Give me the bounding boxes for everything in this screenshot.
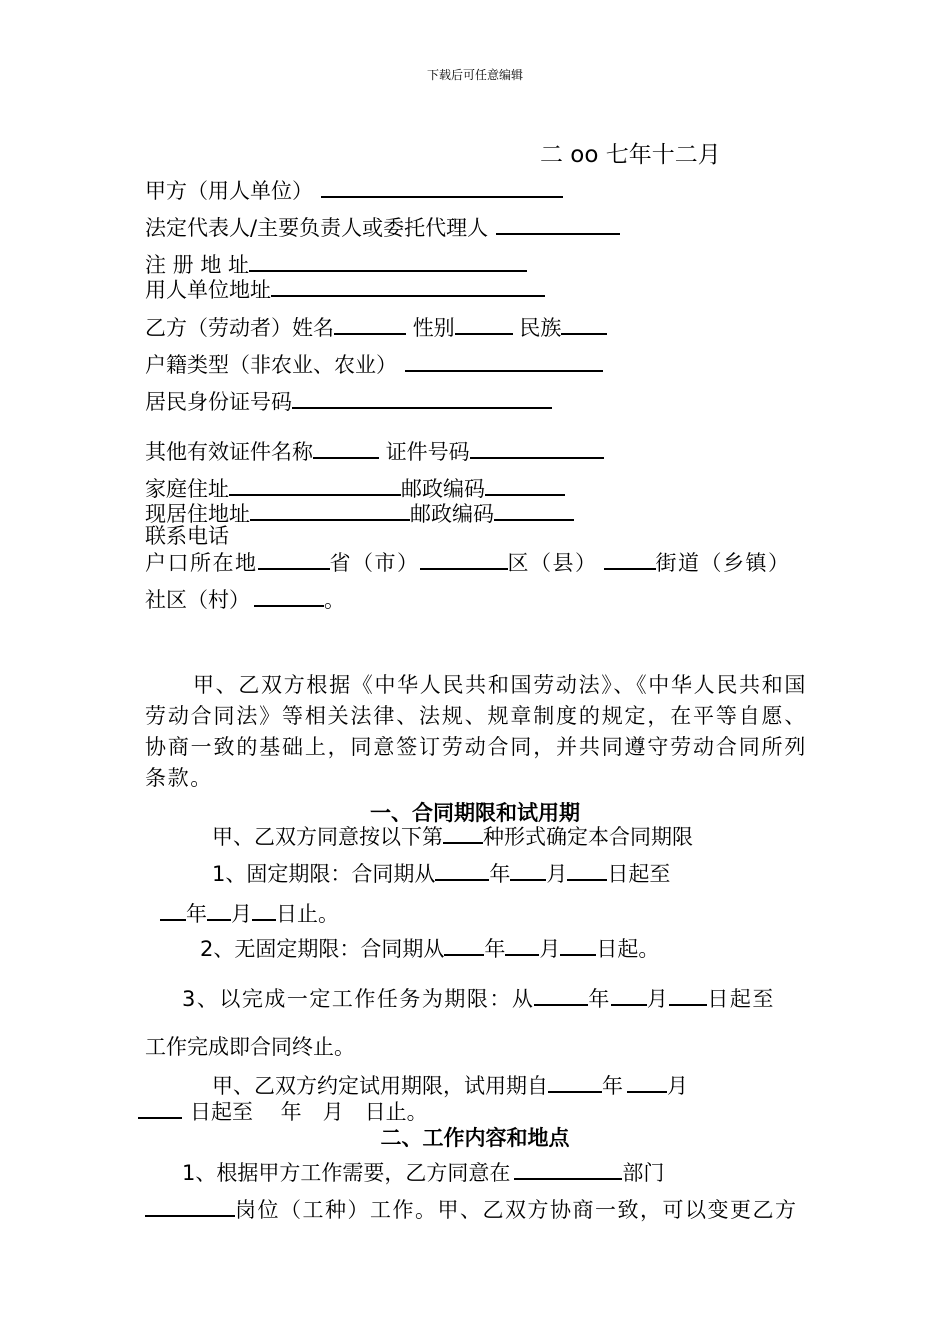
work-post-text: 岗位（工种）工作。甲、乙双方协商一致，可以变更乙方	[235, 1198, 798, 1222]
hukou-type-blank[interactable]	[405, 350, 603, 372]
intro-paragraph: 甲、乙双方根据《中华人民共和国劳动法》、《中华人民共和国劳动合同法》等相关法律、法规、规章制度的规定，在平等自愿、协商一致的基础上，同意签订劳动合同，并共同遵守劳动合同所列条款。	[145, 673, 807, 790]
community-blank[interactable]	[254, 585, 324, 607]
current-address-blank[interactable]	[250, 499, 410, 521]
year-label: 年	[186, 902, 207, 926]
work-dept-blank[interactable]	[514, 1158, 622, 1180]
open-term-row	[200, 934, 659, 962]
year-label: 年	[588, 987, 611, 1011]
street-label: 街道（乡镇）	[655, 551, 791, 575]
month-label: 月	[646, 987, 670, 1011]
unit-address-label: 用人单位地址	[145, 278, 271, 302]
home-address-blank[interactable]	[229, 474, 401, 496]
contract-date: 二 oo 七年十二月	[540, 142, 721, 168]
other-cert-row	[145, 437, 604, 465]
hukou-street-blank[interactable]	[604, 548, 656, 570]
fixed-term-end-row	[160, 899, 339, 927]
day-start-label: 日起。	[596, 937, 660, 961]
representative-blank[interactable]	[496, 213, 620, 235]
month-label: 月	[231, 902, 252, 926]
fixed-start-year-blank[interactable]	[435, 859, 489, 881]
cert-number-label: 证件号码	[385, 440, 470, 464]
id-number-row	[145, 387, 552, 415]
term-form-text-2: 种形式确定本合同期限	[483, 825, 693, 849]
year-label: 年	[602, 1074, 623, 1098]
postcode-blank[interactable]	[485, 474, 565, 496]
hukou-type-row	[145, 350, 603, 378]
fixed-end-month-blank[interactable]	[207, 899, 231, 921]
fixed-end-day-blank[interactable]	[252, 899, 276, 921]
party-a-blank[interactable]	[321, 176, 563, 198]
day-from-label: 日起至	[607, 862, 671, 886]
registered-address-row	[145, 250, 527, 278]
page-header: 下载后可任意编辑	[426, 68, 523, 82]
other-cert-blank[interactable]	[313, 437, 379, 459]
postcode-label: 邮政编码	[401, 477, 485, 501]
open-term-text: 2、无固定期限：合同期从	[200, 937, 445, 961]
fixed-start-day-blank[interactable]	[567, 859, 607, 881]
community-label: 社区（村）	[145, 588, 250, 612]
registered-address-blank[interactable]	[249, 250, 527, 272]
ethnicity-blank[interactable]	[561, 313, 607, 335]
probation-end-text: 日起至 年 月 日止。	[190, 1100, 428, 1124]
postcode-blank-2[interactable]	[494, 499, 574, 521]
task-start-year-blank[interactable]	[534, 984, 588, 1006]
work-post-row	[145, 1195, 798, 1223]
district-label: 区（县）	[507, 551, 598, 575]
gender-label: 性别	[412, 316, 455, 340]
registered-address-label: 注 册 地 址	[145, 253, 250, 277]
term-form-text: 甲、乙双方同意按以下第	[212, 825, 443, 849]
other-cert-label: 其他有效证件名称	[145, 440, 313, 464]
open-start-year-blank[interactable]	[444, 934, 484, 956]
month-label: 月	[539, 937, 561, 961]
hukou-location-label: 户口所在地	[145, 551, 258, 575]
probation-row	[212, 1071, 688, 1099]
fixed-term-row	[212, 859, 670, 887]
day-from-label: 日起至	[707, 987, 775, 1011]
representative-row	[145, 213, 620, 241]
probation-day-blank[interactable]	[138, 1097, 182, 1119]
fixed-term-text: 1、固定期限：合同期从	[212, 862, 436, 886]
hukou-type-label: 户籍类型（非农业、农业）	[145, 353, 397, 377]
task-term-text: 3、以完成一定工作任务为期限：从	[182, 987, 535, 1011]
fixed-end-year-blank[interactable]	[160, 899, 186, 921]
work-dept-text: 1、根据甲方工作需要，乙方同意在	[182, 1161, 511, 1185]
open-start-month-blank[interactable]	[505, 934, 539, 956]
hukou-location-row	[145, 548, 791, 576]
cert-number-blank[interactable]	[470, 437, 604, 459]
unit-address-row	[145, 275, 545, 303]
task-term-row	[182, 984, 775, 1012]
day-end-label: 日止。	[276, 902, 339, 926]
task-start-day-blank[interactable]	[669, 984, 707, 1006]
probation-month-blank[interactable]	[627, 1071, 667, 1093]
probation-text: 甲、乙双方约定试用期限，试用期自	[212, 1074, 548, 1098]
home-address-label: 家庭住址	[145, 477, 229, 501]
gender-blank[interactable]	[455, 313, 513, 335]
open-start-day-blank[interactable]	[560, 934, 596, 956]
year-label: 年	[484, 937, 506, 961]
party-a-label: 甲方（用人单位）	[145, 179, 313, 203]
party-b-name-blank[interactable]	[334, 313, 406, 335]
postcode-label-2: 邮政编码	[410, 502, 494, 526]
probation-year-blank[interactable]	[548, 1071, 602, 1093]
id-number-label: 居民身份证号码	[145, 390, 292, 414]
party-a-row	[145, 176, 563, 204]
province-label: 省（市）	[329, 551, 420, 575]
task-start-month-blank[interactable]	[611, 984, 647, 1006]
unit-address-blank[interactable]	[271, 275, 545, 297]
hukou-province-blank[interactable]	[258, 548, 330, 570]
work-post-blank[interactable]	[145, 1195, 235, 1217]
term-form-blank[interactable]	[443, 822, 483, 844]
phone-row	[145, 523, 229, 549]
task-complete-row	[145, 1034, 355, 1060]
ethnicity-label: 民族	[519, 316, 562, 340]
month-label: 月	[546, 862, 568, 886]
hukou-district-blank[interactable]	[420, 548, 508, 570]
month-label: 月	[667, 1074, 688, 1098]
term-form-row	[212, 822, 693, 850]
phone-label: 联系电话	[145, 524, 229, 548]
section-1-title: 一、合同期限和试用期	[370, 801, 580, 825]
representative-label: 法定代表人/主要负责人或委托代理人	[145, 216, 489, 240]
party-b-row	[145, 313, 607, 341]
party-b-name-label: 乙方（劳动者）姓名	[145, 316, 334, 340]
year-label: 年	[489, 862, 511, 886]
probation-end-row	[138, 1097, 428, 1125]
task-complete-text: 工作完成即合同终止。	[145, 1035, 355, 1059]
community-period: 。	[324, 588, 345, 612]
community-row	[145, 585, 345, 613]
fixed-start-month-blank[interactable]	[510, 859, 546, 881]
current-address-label: 现居住地址	[145, 502, 250, 526]
home-address-row	[145, 474, 565, 502]
id-number-blank[interactable]	[292, 387, 552, 409]
work-dept-text-2: 部门	[622, 1161, 665, 1185]
work-dept-row	[182, 1158, 664, 1186]
section-2-title: 二、工作内容和地点	[380, 1126, 570, 1150]
